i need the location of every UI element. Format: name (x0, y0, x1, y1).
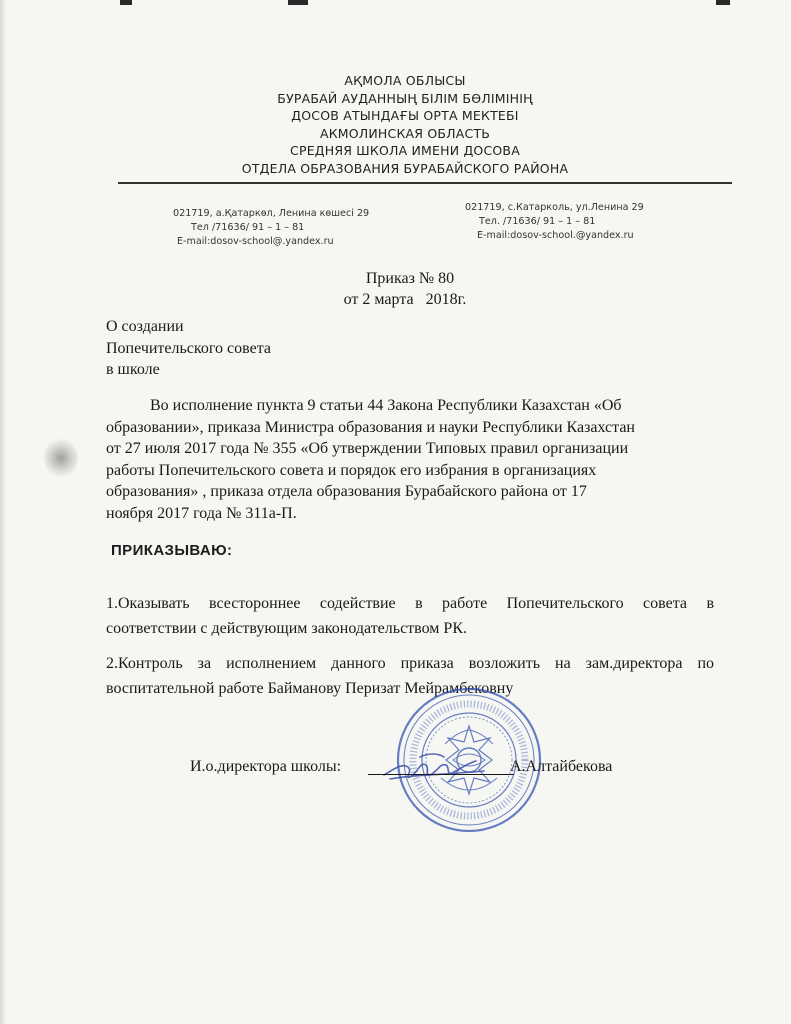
letterhead-line: ОТДЕЛА ОБРАЗОВАНИЯ БУРАБАЙСКОГО РАЙОНА (241, 160, 569, 176)
subject-line: О создании (106, 318, 184, 335)
order-item-line: соответствии с действующим законодательством РК. (106, 619, 467, 637)
subject-line: Попечительского совета (106, 339, 271, 357)
order-item-line: 2.Контроль за исполнением данного приказа возложить на зам.директора по (106, 655, 714, 672)
contact-address: 021719, а.Қатаркөл, Ленина көшесі 29 (173, 208, 370, 219)
scan-mark (288, 0, 308, 5)
signature-label: И.о.директора школы: (190, 758, 342, 775)
contact-phone: Тел. /71636/ 91 – 1 – 81 (479, 216, 596, 227)
letterhead-line: ДОСОВ АТЫНДАҒЫ ОРТА МЕКТЕБІ (291, 108, 519, 124)
preamble-line: Во исполнение пункта 9 статьи 44 Закона Республики Казахстан «Об (150, 397, 622, 414)
order-item-line: воспитательной работе Байманову Перизат Мейрамбековну (106, 679, 514, 697)
contact-phone: Тел /71636/ 91 – 1 – 81 (191, 222, 305, 233)
signature-line (368, 774, 514, 775)
letterhead-divider (118, 182, 732, 184)
letterhead-line: АҚМОЛА ОБЛЫСЫ (344, 73, 466, 88)
preamble-line: образовании», приказа Министра образования и науки Республики Казахстан (106, 418, 635, 436)
order-heading: ПРИКАЗЫВАЮ: (111, 542, 233, 559)
order-date: от 2 марта 2018г. (343, 291, 467, 308)
scan-edge-shadow (0, 0, 6, 1024)
signatory-name: А.Алтайбекова (510, 758, 613, 775)
order-item-line: 1.Оказывать всестороннее содействие в работе Попечительского совета в (106, 595, 714, 612)
order-title: Приказ № 80 (365, 270, 455, 287)
contact-email: E-mail:dosov-school.@yandex.ru (477, 230, 634, 241)
scan-mark (716, 0, 730, 5)
contact-block-russian (465, 201, 644, 243)
contact-email: E-mail:dosov-school@.yandex.ru (177, 236, 334, 247)
scan-mark (120, 0, 132, 5)
signature-row (190, 757, 650, 781)
ink-smudge (44, 438, 78, 478)
preamble-line: ноября 2017 года № 311а-П. (106, 504, 297, 522)
order-item-1 (106, 592, 714, 641)
preamble-line: образования» , приказа отдела образования Бурабайского района от 17 (106, 483, 587, 501)
letterhead-line: АКМОЛИНСКАЯ ОБЛАСТЬ (319, 125, 491, 141)
preamble (106, 395, 716, 525)
contact-block-kazakh (165, 207, 369, 249)
preamble-line: работы Попечительского совета и порядок его избрания в организациях (106, 461, 597, 479)
subject-line: в школе (106, 361, 160, 378)
letterhead-line: СРЕДНЯЯ ШКОЛА ИМЕНИ ДОСОВА (290, 143, 520, 159)
preamble-line: от 27 июля 2017 года № 355 «Об утверждении Типовых правил организации (106, 440, 629, 458)
contact-address: 021719, с.Катарколь, ул.Ленина 29 (465, 202, 644, 213)
letterhead (140, 72, 670, 178)
order-subject (106, 316, 271, 381)
letterhead-line: БУРАБАЙ АУДАННЫҢ БІЛІМ БӨЛІМІНІҢ (277, 90, 533, 106)
